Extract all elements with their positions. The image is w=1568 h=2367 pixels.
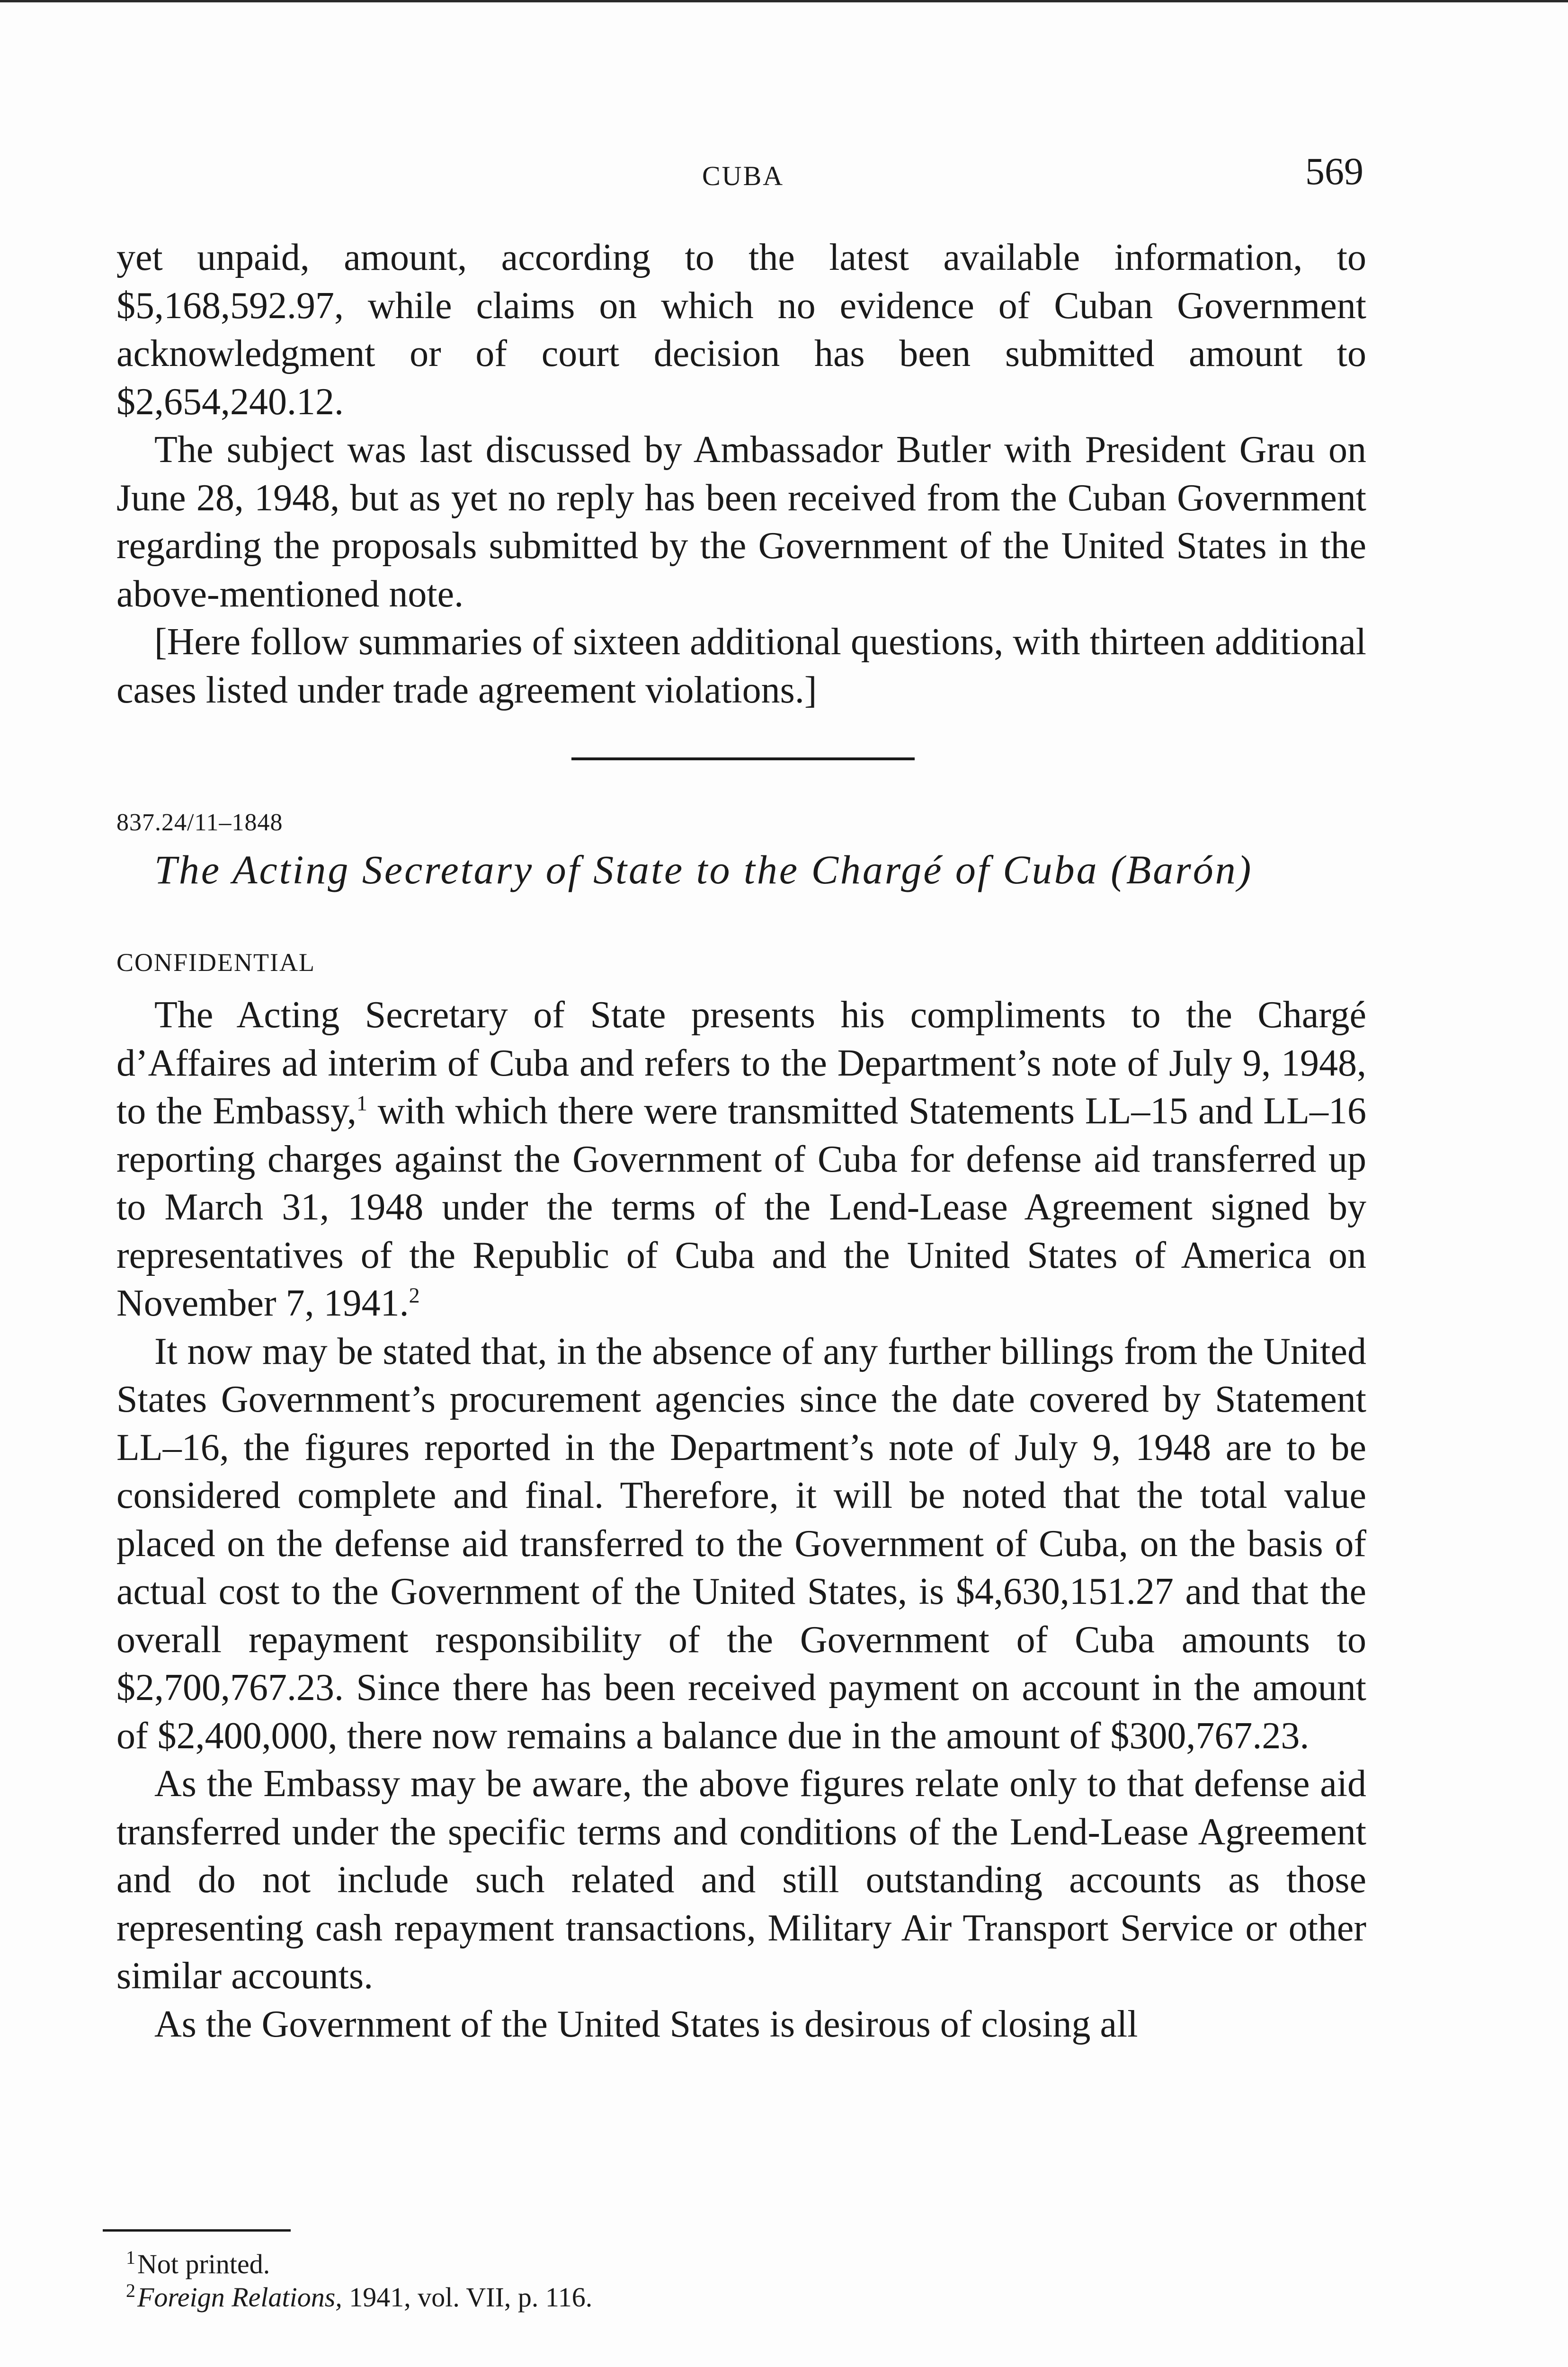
editorial-note: [Here follow summaries of sixteen additional questions, with thirteen additional cases listed under trade agreement violations.]: [116, 621, 1366, 711]
footnote-reference: 1: [356, 1091, 367, 1115]
footnote-text: Not printed.: [137, 2249, 270, 2279]
footnote: [126, 2248, 1262, 2281]
file-number: 837.24/11–1848: [116, 809, 283, 836]
footnote: [126, 2281, 1262, 2314]
footnote-rule: [103, 2229, 291, 2232]
classification-label: CONFIDENTIAL: [116, 948, 315, 977]
running-head: CUBA: [702, 160, 784, 191]
footnote-mark: 1: [126, 2246, 135, 2268]
document-body: [116, 991, 1366, 2048]
body-text: The Acting Secretary of State presents his compliments to the Chargé d’Affaires ad interim of Cuba and refers to the Department’s note of July 9, 1948, to the Embassy,: [116, 994, 1366, 1132]
footnote-text: 1941, vol. VII, p. 116.: [342, 2282, 593, 2313]
footnote-mark: 2: [126, 2279, 135, 2301]
continuation-paragraph: The subject was last discussed by Ambassador Butler with President Grau on June 28, 1948, but as yet no reply has been received from the Cuban Government regarding the proposals submitted by the Government of the United States in the above-mentioned note.: [116, 429, 1366, 615]
continuation-text: [116, 234, 1366, 714]
footnotes: [126, 2248, 1262, 2314]
page-number: 569: [1305, 150, 1363, 193]
body-paragraph: It now may be stated that, in the absence of any further billings from the United States Government’s procurement agencies since the date covered by Statement LL–16, the figures reported in the Department’s note of July 9, 1948 are to be considered complete and final. Therefore, it will be noted that the total value placed on the defense aid transferred to the Government of Cuba, on the basis of actual cost to the Government of the United States, is $4,630,151.27 and that the overall repayment responsibility of the Government of Cuba amounts to $2,700,767.23. Since there has been received payment on account in the amount of $2,400,000, there now remains a balance due in the amount of $300,767.23.: [116, 1330, 1366, 1757]
document-heading: The Acting Secretary of State to the Chargé of Cuba (Barón): [154, 847, 1253, 892]
section-divider: [571, 757, 915, 760]
continuation-paragraph: yet unpaid, amount, according to the latest available information, to $5,168,592.97, while claims on which no evidence of Cuban Government acknowledgment or of court decision has been submitted amount to $2,654,240.12.: [116, 237, 1366, 423]
footnote-reference: 2: [409, 1283, 420, 1308]
body-paragraph: As the Embassy may be aware, the above figures relate only to that defense aid transferred under the specific terms and conditions of the Lend-Lease Agreement and do not include such related and still outstanding accounts as those representing cash repayment transactions, Military Air Transport Service or other similar accounts.: [116, 1763, 1366, 1997]
body-paragraph: As the Government of the United States is desirous of closing all: [154, 2003, 1138, 2045]
body-paragraph: [116, 991, 1366, 1328]
body-text: with which there were transmitted Statements LL–15 and LL–16 reporting charges against the Government of Cuba for defense aid transferred up to March 31, 1948 under the terms of the Lend-Lease Agreement signed by representatives of the Republic of Cuba and the United States of America on November 7, 1941.: [116, 1090, 1367, 1324]
footnote-source: Foreign Relations,: [137, 2282, 342, 2313]
top-edge-rule: [0, 0, 1568, 2]
